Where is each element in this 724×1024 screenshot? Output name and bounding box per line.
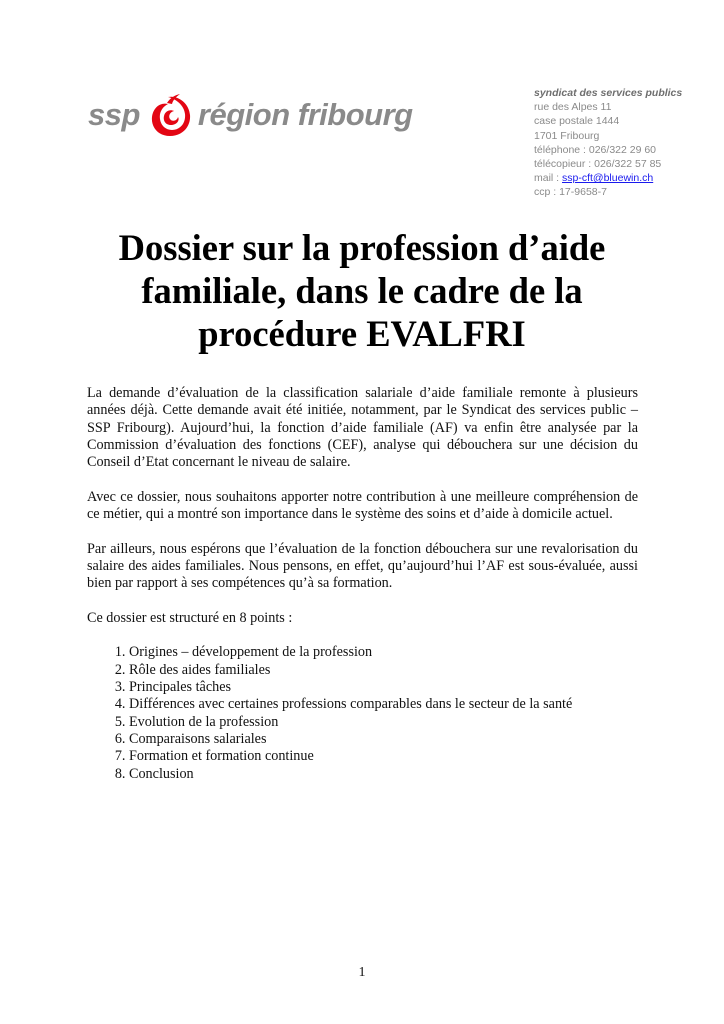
logo-text-region: région fribourg (197, 97, 413, 132)
contact-line: téléphone : 026/322 29 60 (534, 143, 657, 156)
list-item: 2. Rôle des aides familiales (129, 662, 638, 679)
list-item: 5. Evolution de la profession (129, 714, 638, 731)
mail-link[interactable]: ssp-cft@bluewin.ch (562, 172, 654, 185)
ssp-flame-icon (148, 92, 192, 138)
contact-line: télécopieur : 026/322 57 85 (534, 158, 662, 171)
contact-mail (534, 171, 714, 185)
contact-org: syndicat des services publics (534, 87, 683, 99)
outline-list (87, 644, 638, 782)
paragraph: Avec ce dossier, nous souhaitons apporter notre contribution à une meilleure compréhension de ce métier, qui a montré son importance dans le système des soins et d’aide à domicile actuel. (87, 488, 638, 523)
mail-label: mail : (534, 172, 563, 185)
contact-block (534, 86, 714, 200)
contact-ccp: ccp : 17-9658-7 (534, 186, 607, 199)
list-item: 1. Origines – développement de la profession (129, 644, 638, 661)
contact-line: 1701 Fribourg (534, 129, 600, 142)
list-item: 7. Formation et formation continue (129, 748, 638, 765)
list-item: 4. Différences avec certaines professions comparables dans le secteur de la santé (129, 696, 638, 713)
page-number: 1 (358, 965, 366, 980)
paragraph: La demande d’évaluation de la classification salariale d’aide familiale remonte à plusieurs années déjà. Cette demande avait été initiée, notamment, par le Syndicat des services public – SSP Fribourg). Aujourd’hui, la fonction d’aide familiale (AF) va enfin être analysée par la Commission d’évaluation des fonctions (CEF), analyse qui débouchera sur une décision du Conseil d’Etat concernant le niveau de salaire. (87, 385, 638, 471)
list-item: 3. Principales tâches (129, 679, 638, 696)
logo-text-ssp: ssp (88, 97, 140, 132)
document-title: Dossier sur la profession d’aide familiale, dans le cadre de la procédure EVALFRI (118, 227, 606, 354)
list-item: 6. Comparaisons salariales (129, 731, 638, 748)
ssp-logo (88, 90, 413, 140)
contact-line: rue des Alpes 11 (534, 101, 612, 114)
list-item: 8. Conclusion (129, 766, 638, 783)
paragraph: Par ailleurs, nous espérons que l’évaluation de la fonction débouchera sur une revalorisation du salaire des aides familiales. Nous pensons, en effet, qu’aujourd’hui l’AF est sous-évaluée, aussi bien par rapport à ses compétences qu’à sa formation. (87, 540, 638, 592)
paragraph: Ce dossier est structuré en 8 points : (87, 609, 293, 626)
contact-line: case postale 1444 (534, 115, 620, 128)
document-body (87, 385, 638, 783)
